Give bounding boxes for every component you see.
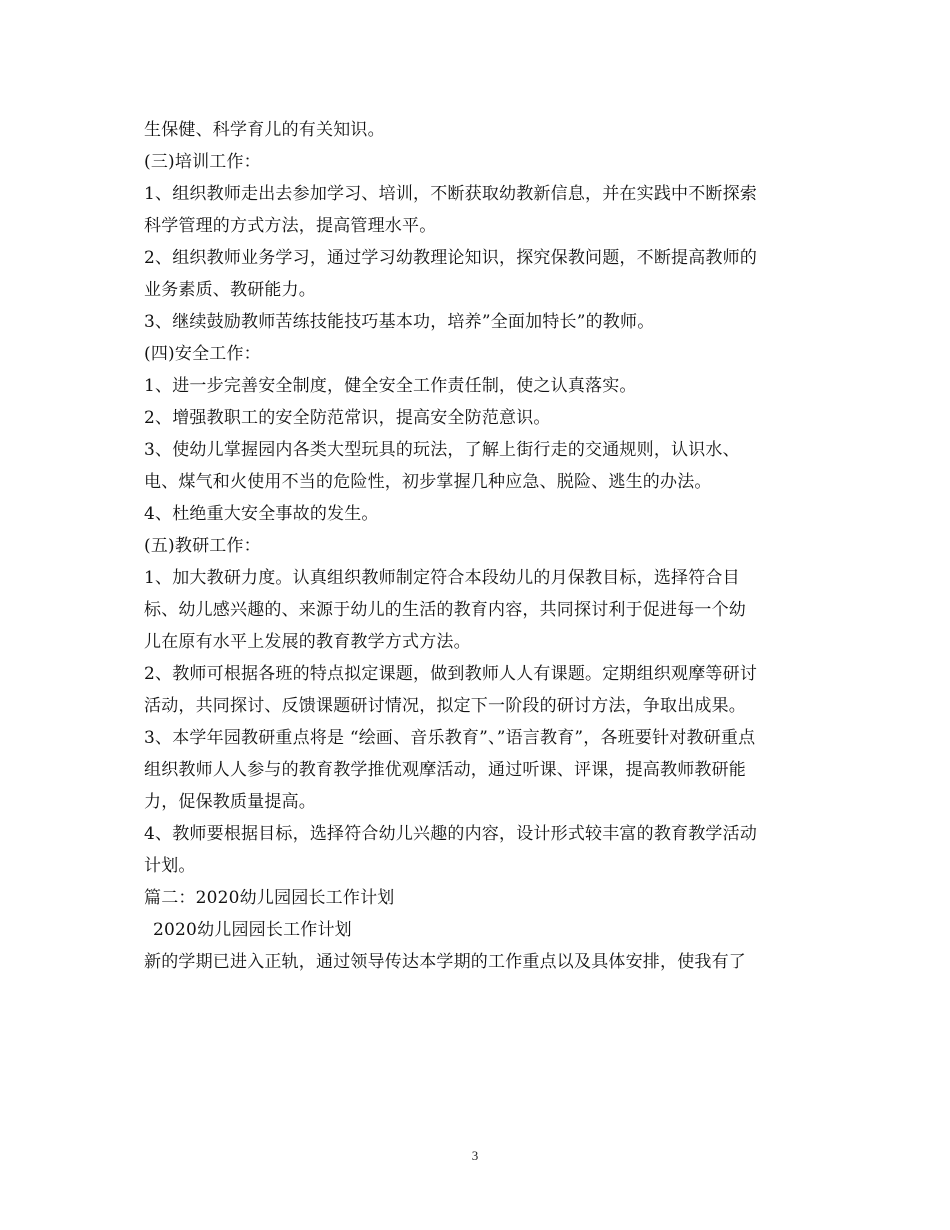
text-line: 新的学期已进入正轨，通过领导传达本学期的工作重点以及具体安排，使我有了: [144, 952, 746, 972]
text-line: 3、使幼儿掌握园内各类大型玩具的玩法，了解上街行走的交通规则，认识水、: [144, 440, 740, 460]
text-line: 电、煤气和火使用不当的危险性，初步掌握几种应急、脱险、逃生的办法。: [144, 472, 712, 492]
text-line: 组织教师人人参与的教育教学推优观摩活动，通过听课、评课，提高教师教研能: [144, 760, 746, 780]
document-page: [144, 114, 814, 978]
text-line: 2、增强教职工的安全防范常识，提高安全防范意识。: [144, 408, 551, 428]
text-line: 生保健、科学育儿的有关知识。: [144, 120, 385, 140]
section-heading-research: (五)教研工作：: [144, 536, 261, 556]
section-heading-training: (三)培训工作：: [144, 152, 261, 172]
text-line: 3、本学年园教研重点将是 “绘画、音乐教育”、”语言教育”，各班要针对教研重点: [144, 728, 756, 748]
text-line: 业务素质、教研能力。: [144, 280, 316, 300]
page-number: 3: [471, 1148, 479, 1163]
text-line: 计划。: [144, 856, 196, 876]
section-heading-safety: (四)安全工作：: [144, 344, 261, 364]
text-line: 科学管理的方式方法，提高管理水平。: [144, 216, 437, 236]
text-line: 力，促保教质量提高。: [144, 792, 316, 812]
text-line: 标、幼儿感兴趣的、来源于幼儿的生活的教育内容，共同探讨利于促进每一个幼: [144, 600, 746, 620]
text-line: 3、继续鼓励教师苦练技能技巧基本功，培养”全面加特长”的教师。: [144, 312, 655, 332]
text-line: 活动，共同探讨、反馈课题研讨情况，拟定下一阶段的研讨方法，争取出成果。: [144, 696, 746, 716]
text-line: 4、教师要根据目标，选择符合幼儿兴趣的内容，设计形式较丰富的教育教学活动: [144, 824, 758, 844]
text-line: 2、组织教师业务学习，通过学习幼教理论知识，探究保教问题，不断提高教师的: [144, 248, 758, 268]
document-title: 2020幼儿园园长工作计划: [153, 920, 352, 940]
text-line: 儿在原有水平上发展的教育教学方式方法。: [144, 632, 471, 652]
text-line: 4、杜绝重大安全事故的发生。: [144, 504, 379, 524]
text-line: 1、组织教师走出去参加学习、培训，不断获取幼教新信息，并在实践中不断探索: [144, 184, 758, 204]
text-line: 1、加大教研力度。认真组织教师制定符合本段幼儿的月保教目标，选择符合目: [144, 568, 740, 588]
chapter-heading: 篇二：2020幼儿园园长工作计划: [144, 888, 395, 908]
text-line: 1、进一步完善安全制度，健全安全工作责任制，使之认真落实。: [144, 376, 637, 396]
text-line: 2、教师可根据各班的特点拟定课题，做到教师人人有课题。定期组织观摩等研讨: [144, 664, 758, 684]
